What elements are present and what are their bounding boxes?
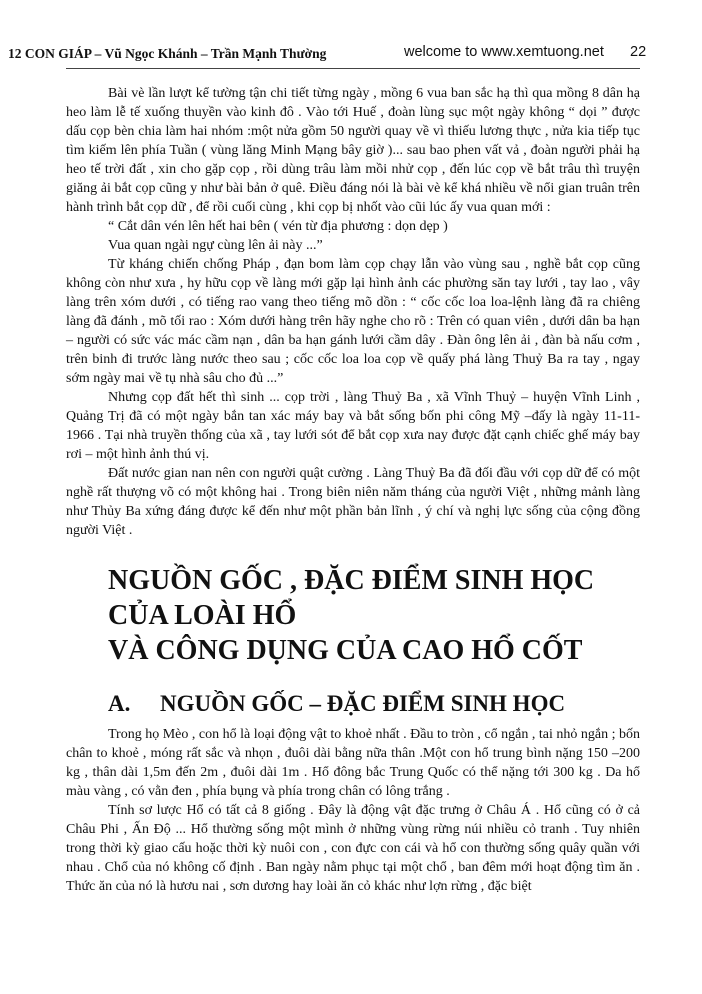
chapter-heading-line: VÀ CÔNG DỤNG CỦA CAO HỔ CỐT [108, 635, 583, 666]
body-bottom [66, 725, 640, 896]
chapter-heading [108, 563, 648, 668]
header-divider [66, 68, 640, 69]
paragraph: Bài vè lần lượt kể tường tận chi tiết từng ngày , mồng 6 vua ban sắc hạ thì qua mồng 8 dân hạ heo làm lễ tế xuống thuyền vào kinh đô . Vào tới Huế , đoàn lùng sục một ngày không “ dọi ” được dấu cọp bèn chia làm hai nhóm :một nửa gồm 50 người quay về vì thiếu lương thực , nửa kia tiếp tục tìm kiếm lên phía Tuần ( vùng lăng Minh Mạng bây giờ )... sau bao phen vất vả , đoàn người phải hạ heo tế trời đất , xin cho gặp cọp , rồi dùng trâu làm mồi nhử cọp , đến lúc cọp về bắt trâu thì truyện giăng ải bắt cọp cũng y như bài bản ở quê. Điều đáng nói là bài vè kể khá nhiều về nổi gian truân trên hành trình bắt cọp dữ , để rồi cuối cùng , khi cọp bị nhốt vào cũi lúc ấy vua quan mới : [66, 86, 640, 215]
body-top [66, 84, 640, 540]
paragraph: Đất nước gian nan nên con người quật cường . Làng Thuỷ Ba đã đối đầu với cọp dữ để có một nghề rất thượng võ có một không hai . Trong biên niên năm tháng của người Việt , những mảnh làng như Thủy Ba xứng đáng được kể đến như một phần bản lĩnh , ý chí và nghị lực sống của cộng đồng người Việt . [66, 466, 640, 538]
chapter-heading-line: NGUỒN GỐC , ĐẶC ĐIỂM SINH HỌC [108, 565, 595, 596]
section-number: A. [108, 691, 131, 716]
paragraph: Nhưng cọp đất hết thì sinh ... cọp trời , làng Thuỷ Ba , xã Vĩnh Thuỷ – huyện Vĩnh Linh , Quảng Trị đã có một ngày bắn tan xác máy bay và bắt sống bốn phi công Mỹ –đấy là ngày 11-11-1966 . Tại nhà truyền thống của xã , tay lưới sót để bắt cọp xưa nay được đặt cạnh chiếc ghế máy bay rơi – một hình ảnh thú vị. [66, 390, 640, 462]
quote-line: “ Cắt dân vén lên hết hai bên ( vén từ địa phương : dọn dẹp ) [108, 219, 448, 234]
page-number: 22 [630, 44, 647, 60]
paragraph: Trong họ Mèo , con hổ là loại động vật to khoẻ nhất . Đầu to tròn , cổ ngắn , tai nhỏ ngắn ; bốn chân to khoẻ , móng rất sắc và nhọn , đuôi dài bằng nữa thân .Một con hổ trung bình nặng 150 –200 kg , thân dài 1,5m đến 2m , đuôi dài 1m . Hổ đông bắc Trung Quốc có thể nặng tới 300 kg . Da hổ màu vàng , có vằn đen , phía bụng và phía trong chân có lông trắng . [66, 727, 640, 799]
paragraph: Từ kháng chiến chống Pháp , đạn bom làm cọp chạy lẫn vào vùng sau , nghề bắt cọp cũng không còn như xưa , hy hữu cọp về làng mới gặp lại hình ảnh các phường săn tay lưới , tay lao , vây làng trên xóm dưới , có tiếng rao vang theo tiếng mõ dồn : “ cốc cốc loa loa-lệnh làng đã ra chiêng làng đã đánh , mõ tối rao : Xóm dưới hàng trên hãy nghe cho rõ : Trên có quan viên , dưới dân ba hạn – người có sức vác mác cầm nạn , dân ba hạn gánh lưới cầm dây . Đàn ông lên ải , đàn bà nấu cơm , trên binh đi trước làng nước theo sau ; cốc cốc loa loa cọp về quấy phá làng Thuỷ Ba ra tay , ngay sớm ngày mai về tụ nhà sâu cho đủ ...” [66, 257, 640, 386]
page-header [8, 44, 694, 64]
chapter-heading-line: CỦA LOÀI HỔ [108, 600, 297, 631]
section-title: NGUỒN GỐC – ĐẶC ĐIỂM SINH HỌC [160, 691, 566, 716]
quote-line: Vua quan ngài ngự cùng lên ải này ...” [108, 238, 323, 253]
book-title: 12 CON GIÁP – Vũ Ngọc Khánh – Trần Mạnh Thường [8, 46, 327, 61]
section-heading [108, 689, 648, 719]
website-text: welcome to www.xemtuong.net [404, 44, 604, 60]
paragraph: Tính sơ lược Hổ có tất cả 8 giống . Đây là động vật đặc trưng ở Châu Á . Hổ cũng có ở cả Châu Phi , Ấn Độ ... Hổ thường sống một mình ở những vùng rừng núi nhiều cỏ tranh . Tuy nhiên trong thời kỳ giao cấu hoặc thời kỳ nuôi con , con đực con cái và hổ con thường sống quây quần với nhau . Chổ của nó không cố định . Ban ngày nằm phục tại một chổ , ban đêm mới hoạt động tìm ăn . Thức ăn của nó là hươu nai , sơn dương hay loài ăn cỏ khác như lợn rừng , đặc biệt [66, 803, 640, 894]
